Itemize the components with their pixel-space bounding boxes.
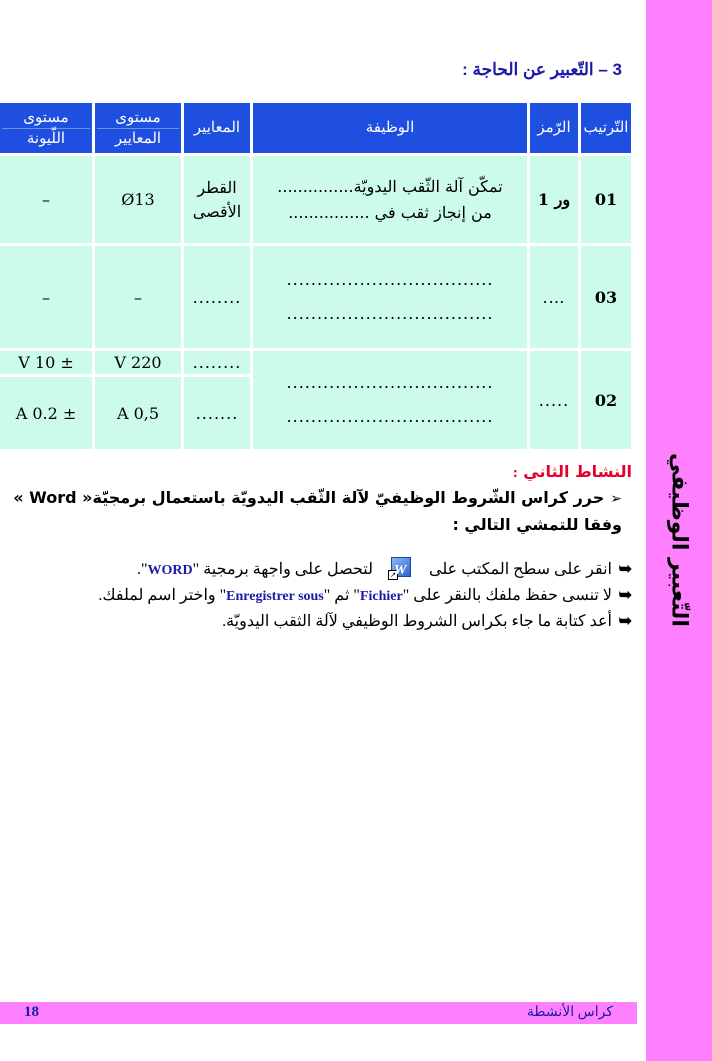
row-criteria-level: 220 V [95, 351, 181, 374]
activity-section [12, 462, 632, 538]
side-title [650, 430, 708, 650]
header-function: الوظيفة [253, 103, 527, 153]
table-header-row [0, 103, 631, 153]
steps-list [2, 557, 632, 634]
step-item: ➥ انقر على سطح المكتب على ↗ W لتحصل على واجهة برمجية "WORD". [2, 557, 632, 583]
table-row [0, 156, 631, 243]
table-row [0, 246, 631, 348]
side-title-text: التّعبير الوظيفي [666, 453, 692, 627]
header-criteria-level: مستوى المعايير [95, 103, 181, 153]
row-flex-level: ± 0.2 A [0, 377, 92, 449]
row-criteria-level: Ø13 [95, 156, 181, 243]
row-criteria: ........ [184, 351, 250, 374]
header-order: التّرتيب [581, 103, 631, 153]
row-flex-level: – [0, 156, 92, 243]
footer-label: كراس الأنشطة [526, 1005, 613, 1020]
row-function: تمكّن آلة الثّقب اليدويّة............... من إنجاز ثقب في ................ [253, 156, 527, 243]
row-order: 01 [581, 156, 631, 243]
row-symbol: ور 1 [530, 156, 578, 243]
word-shortcut-icon[interactable]: ↗ W [391, 557, 411, 577]
row-criteria: القطر الأقصى [184, 156, 250, 243]
activity-task: ➢حرر كراس الشّروط الوظيفيّ لآلة الثّقب اليدويّة باستعمال برمجيّة« Word » وفقا للتمشي التالي : [13, 488, 622, 534]
table-row [0, 351, 631, 374]
row-criteria: ....... [184, 377, 250, 449]
header-criteria: المعايير [184, 103, 250, 153]
row-flex-level: ± 10 V [0, 351, 92, 374]
curved-arrow-icon: ➥ [618, 587, 632, 604]
header-flex-level: مستوى اللّيونة [0, 103, 92, 153]
row-criteria: ........ [184, 246, 250, 348]
curved-arrow-icon: ➥ [618, 561, 632, 578]
needs-table [0, 100, 634, 452]
row-symbol: ..... [530, 351, 578, 449]
row-criteria-level: – [95, 246, 181, 348]
row-flex-level: – [0, 246, 92, 348]
step-item: ➥ أعد كتابة ما جاء بكراس الشروط الوظيفي لآلة الثقب اليدويّة. [2, 609, 632, 634]
row-function: .................................. .................................. [253, 351, 527, 449]
row-function: .................................. .................................. [253, 246, 527, 348]
header-symbol: الرّمز [530, 103, 578, 153]
activity-title: النشاط الثاني : [512, 462, 632, 481]
row-order: 03 [581, 246, 631, 348]
arrow-bullet-icon: ➢ [610, 491, 622, 507]
row-order: 02 [581, 351, 631, 449]
curved-arrow-icon: ➥ [618, 613, 632, 630]
section-title: 3 – التّعبير عن الحاجة : [462, 60, 622, 79]
page-number: 18 [24, 1004, 39, 1020]
page-footer [0, 1002, 637, 1024]
step-item: ➥ لا تنسى حفظ ملفك بالنقر على "Fichier" ثم "Enregistrer sous" واختر اسم لملفك. [2, 583, 632, 609]
row-criteria-level: 0,5 A [95, 377, 181, 449]
row-symbol: …. [530, 246, 578, 348]
